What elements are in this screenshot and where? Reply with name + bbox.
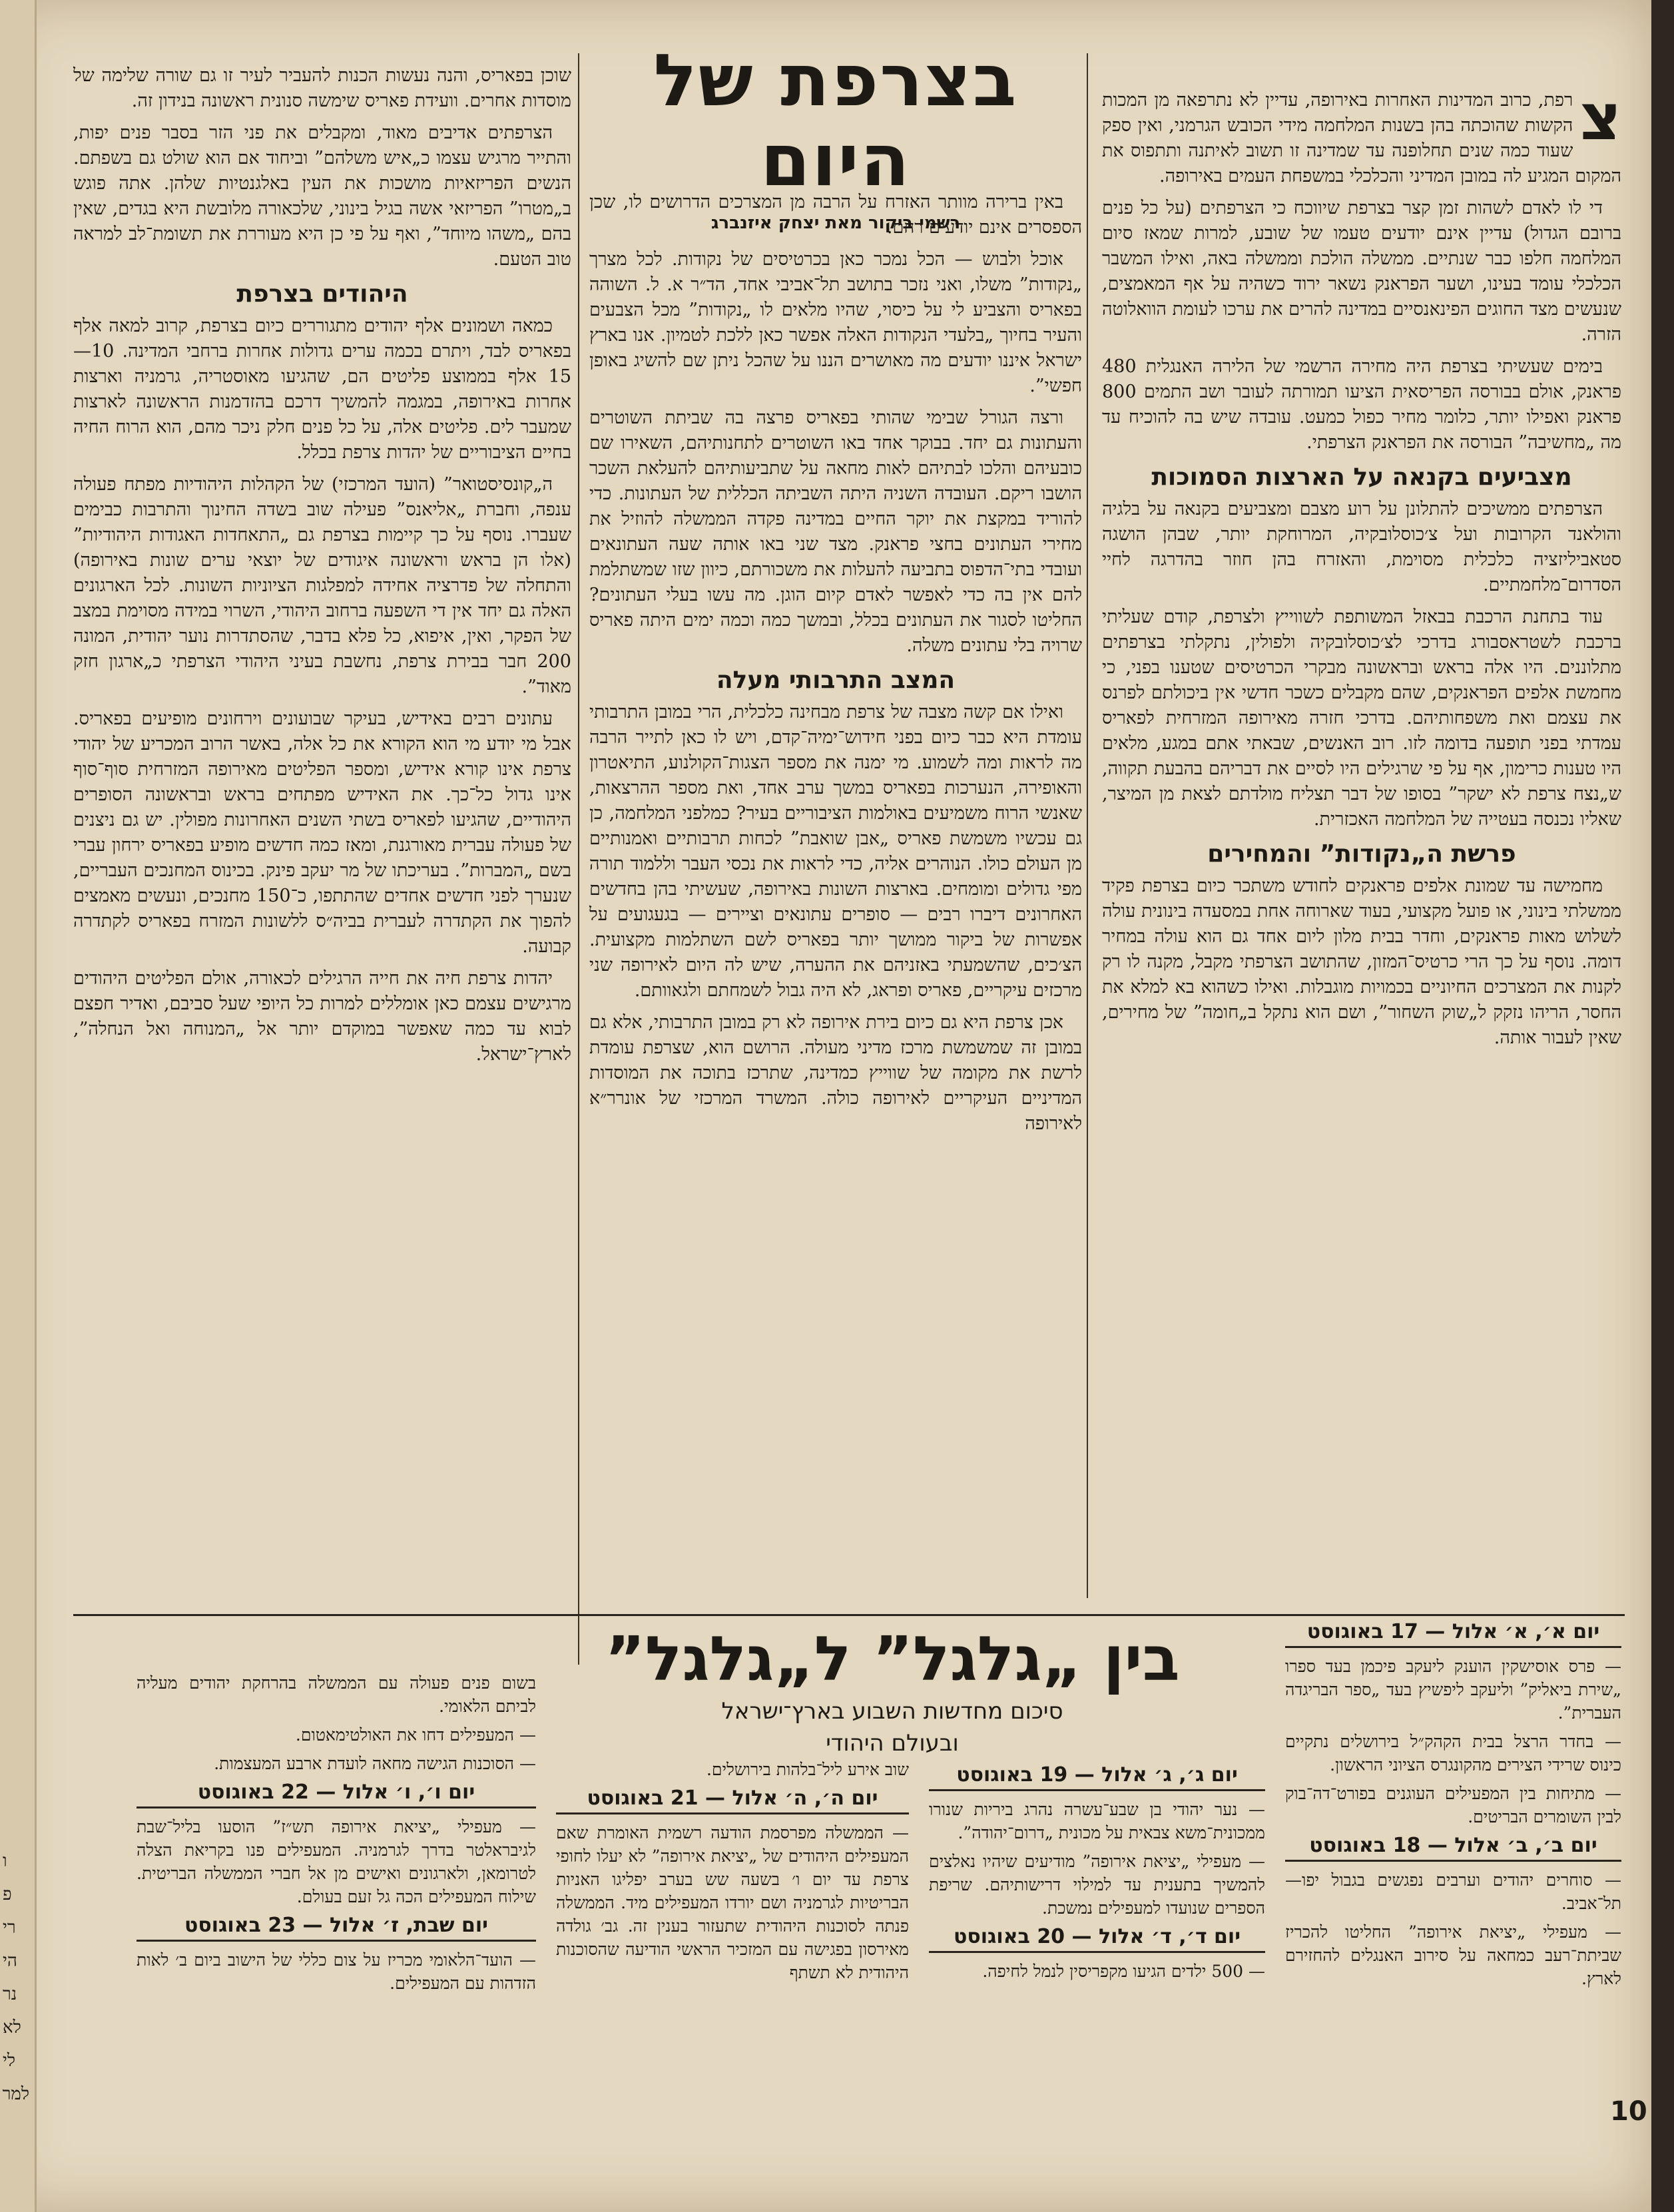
paragraph: בימים שעשיתי בצרפת היה מחירה הרשמי של הלירה האנגלית 480 פראנק, אולם בבורסה הפריסאית הציעו תמורתה לעובר ושב התמים 800 פראנק ואפילו יותר, כלומר מחיר כפול כמעט. עובדה שיש בה להוכיח עד מה „מחשיבה” הבורסה את הפראנק הצרפתי. [1102,356,1621,453]
news-item: — 500 ילדים הגיעו מקפריסין לנמל לחיפה. [982,1962,1265,1981]
page-number: 10 [1610,2096,1647,2127]
section-heading: היהודים בצרפת [236,280,408,308]
news-item: בשום פנים פעולה עם הממשלה בהרחקת יהודים מעליה לביתם הלאומי. [137,1673,536,1716]
news-item: — פרס אוסישקין הוענק ליעקב פיכמן בעד ספרו „שירת ביאליק” וליעקב ליפשיץ בעד „ספר הבריגדה העברית”. [1285,1657,1621,1723]
section-heading: המצב התרבותי מעלה [716,667,956,694]
news-item: — המעפילים דחו את האולטימאטום. [295,1725,536,1745]
news-item: — סוחרים יהודים וערבים נפגשים בגבול יפו—תל־אביב. [1285,1870,1621,1913]
date-heading: יום ג׳, ג׳ אלול — 19 באוגוסט [929,1763,1265,1791]
article-column-left [73,63,571,1661]
paragraph: ה„קונסיסטואר” (הועד המרכזי) של הקהלות היהודיות מפתח פעולה ענפה, וחברת „אליאנס” פעילה שוב בשדה החינוך והתרבות כבימים שעברו. נוסף על כך קיימות בצרפת גם „התאחדות האגודות היהודיות” (אלו הן בראש וראשונה איגודים של יוצאי ערים שונות באירופה) והתחלה של פדרציה אחידה למפלגות הציוניות השונות. לכל הארגונים האלה גם יחד אין די השפעה ברחוב היהודי, השרוי במידה מסוימת במצב של הפקר, ואין, איפוא, כל פלא בדבר, שהסתדרות נוער יהודית, המונה 200 חבר בבירת צרפת, נחשבת בעיני היהודי הצרפתי כ„ארגון חזק מאוד”. [73,474,571,697]
edge-fragment: לי [3,2051,15,2071]
paragraph: רפת, כרוב המדינות האחרות באירופה, עדיין לא נתרפאה מן המכות הקשות שהוכתה בהן בשנות המלחמה מידי הכובש הגרמני, ואין ספק שעוד כמה שנים תחלופנה עד שמדינה זו תשוב לאיתנה ותתפוס את המקום המגיע לה במובן המדיני והכלכלי במשפחת העמים באירופה. [1102,90,1621,186]
news-item: — הממשלה מפרסמת הודעה רשמית האומרת שאם המעפילים היהודים של „יציאת אירופה” לא יעלו לחופי צרפת עד יום ו׳ בשעה שש בערב יפליגו האניות הבריטיות לגרמניה ושם יורדו המעפילים מיד. הממשלה פנתה לסוכנות היהודית שתעזור בענין זה. גב׳ גולדה מאירסון בפגישה עם המזכיר הראשי הודיעה שהסוכנות היהודית לא תשתף [556,1823,909,1982]
date-heading: יום ב׳, ב׳ אלול — 18 באוגוסט [1285,1834,1621,1862]
edge-fragment: לא [3,2018,21,2038]
news-item: — מעפילי „יציאת אירופה תש״ז” הוסעו בליל־שבת לגיבראלטר בדרך לגרמניה. המעפילים פנו בקריאת הצלה לטרומאן, ולארגונים ואישים מן אל חברי הממשלה הבריטית. שילוח המעפילים הכה גל זעם בעולם. [137,1817,536,1906]
weekly-summary-subtitle: סיכום מחדשות השבוע בארץ־ישראל [721,1698,1063,1725]
weekly-summary-title: בין „גלגל” ל„גלגל” [605,1623,1180,1695]
paragraph: יהדות צרפת חיה את חייה הרגילים לכאורה, אולם הפליטים היהודים מרגישים עצמם כאן אומללים למרות כל היופי שעל סביבם, ואדיר חפצם לבוא עד כמה שאפשר במוקדם יותר אל „המנוחה ואל הנחלה”, לארץ־ישראל. [73,968,571,1065]
paragraph: שוכן בפאריס, והנה נעשות הכנות להעביר לעיר זו גם שורה שלימה של מוסדות אחרים. וועידת פאריס שימשה סנונית ראשונה בנידון זה. [73,65,571,111]
adjacent-page-edge [0,0,37,2212]
news-item: — מעפילי „יציאת אירופה” החליטו להכריז שביתת־רעב כמחאה על סירוב האנגלים להחזירם לארץ. [1285,1922,1621,1988]
news-item: — הועד־הלאומי מכריז על צום כללי של הישוב ביום ב׳ לאות הזדהות עם המעפילים. [137,1950,536,1993]
paragraph: ורצה הגורל שבימי שהותי בפאריס פרצה בה שביתת השוטרים והעתונות גם יחד. בבוקר אחד באו השוטרים לתחנותיהם, השאירו שם כובעיהם והלכו לבתיהם לאות מחאה על שתביעותיהם להעלאת השכר הושבו ריקם. העובדה השניה היתה השביתה הכללית של העתונות. כדי להוריד במקצת את יוקר החיים במדינה פקדה הממשלה להוזיל את מחירי העתונים בחצי פראנק. מצד שני באו אותה שעה העתונאים ועובדי בתי־הדפוס בתביעה להעלות את משכורתם, כיוון שזו שמשתלמת להם אין בה כדי לאפשר לאדם קיום הוגן. מה עשו בעלי העתונים? החליטו לסגור את העתונים בכלל, ובמשך כמה וכמה ימים היתה פאריס שרויה בלי עתונים משלה. [589,408,1082,656]
news-item: — בחדר הרצל בבית הקהק״ל בירושלים נתקיים כינוס שרידי הצירים מהקונגרס הציוני הראשון. [1285,1732,1621,1775]
paragraph: אכן צרפת היא גם כיום בירת אירופה לא רק במובן התרבותי, אלא גם במובן זה שמשמשת מרכז מדיני מעולה. הרושם הוא, שצרפת עומדת לרשת את מקומה של שווייץ כמדינה, שתרכז בתוכה את המוסדות המדיניים העיקריים לאירופה כולה. המשרד המרכזי של אונרר״א לאירופה [589,1012,1082,1134]
news-item: — הסוכנות הגישה מחאה לועדת ארבע המעצמות. [214,1754,536,1773]
section-heading: מצביעים בקנאה על הארצות הסמוכות [1151,463,1572,491]
date-heading: יום ד׳, ד׳ אלול — 20 באוגוסט [929,1925,1265,1953]
weekly-summary-header [573,1625,1212,1758]
date-heading: יום ה׳, ה׳ אלול — 21 באוגוסט [556,1787,909,1814]
edge-fragment: למר [2,2084,29,2104]
binding-shadow [1651,0,1674,2212]
date-heading: יום ו׳, ו׳ אלול — 22 באוגוסט [137,1781,536,1808]
paragraph: מחמישה עד שמונת אלפים פראנקים לחודש משתכר כיום בצרפת פקיד ממשלתי בינוני, או פועל מקצועי, בעוד שארוחה אחת במסעדה בינונית עולה לשלוש מאות פראנקים, וחדר בבית מלון ליום אחד גם הוא עולה במחיר דומה. נוסף על כך הרי כרטיס־המזון, שהתושב הצרפתי מקבל, מקנה לו רק לקנות את המצרכים החיוניים בכמויות מוגבלות. ואילו כשהוא בא למלא את החסר, הריהו נזקק ל„שוק השחור”, ושם הוא נתקל ב„חומה” של מחירים, שאין לעבור אותה. [1102,876,1621,1048]
paragraph: די לו לאדם לשהות זמן קצר בצרפת שיווכח כי הצרפתים (על כל פנים ברובם הגדול) עדיין אינם יודעים טעמו של שובע, למרות שמאז סיום המלחמה חלפו כבר שנתיים. ממשלה הולכת וממשלה באה, ואילו המשבר הכלכלי עומד בעינו, ושער הפראנק נשאר ירוד כשהיה על אף המאמצים, שנעשים מצד החוגים הפינאנסיים במדינה להרים את ערכו לעומת הוואלוטה הזרה. [1102,198,1621,345]
edge-fragment: ו [3,1851,7,1871]
news-column [1285,1615,1621,2094]
drop-cap: צ [1579,80,1621,154]
paragraph: עתונים רבים באידיש, בעיקר שבועונים וירחונים מופיעים בפאריס. אבל מי יודע מי הוא הקורא את כל אלה, באשר הרוב המכריע של יהודי צרפת אינו קורא אידיש, ומספר הפליטים מאירופה המזרחית סוף־סוף אינו גדול כל־כך. את האידיש מפתחים בראש ובראשונה הסופרים היהודיים, שהגיעו לפאריס בשתי השנים האחרונות מפולין. יש גם ניצנים של פעולה עברית מאורגנת, ומאז כמה חדשים מופיע בפאריס ירחון עברי בשם „המברות”. בעריכתו של מר יעקב פינק. בכינוס המחנכים העבריים, שנערך לפני חדשים אחדים שהתתפו, כ־150 מחנכים, ונעשים מאמצים להפוך את הקתדרה לעברית בביה״ס ללשונות המזרח בפאריס לקתדרה קבועה. [73,708,572,957]
section-heading: פרשת ה„נקודות” והמחירים [1207,840,1516,868]
article-column-middle [589,190,1082,1615]
news-item: — מתיחות בין המפעילים העוגנים בפורט־דה־בוק לבין השומרים הבריטים. [1285,1784,1621,1826]
news-item: — מעפילי „יציאת אירופה” מודיעים שיהיו נאלצים להמשיך בתענית עד למילוי דרישותיהם. שריפת הספרים שנועדו למעפילים נמשכת. [929,1852,1265,1918]
article-title: בצרפת של היום [653,39,1018,202]
article-column-right [1102,80,1621,1619]
paragraph: הצרפתים אדיבים מאוד, ומקבלים את פני הזר בסבר פנים יפות, והתייר מרגיש עצמו כ„איש משלהם” וביחוד אם הוא שולט גם בשפתם. הנשים הפריזאיות מושכות את העין באלגנטיות שלהן. אתה פוגש ב„מטרו” הפריזאי אשה בגיל בינוני, שלכאורה מלובשת היא בגדים, שאין בהם „משהו מיוחד”, ואף על פי כן היא מעוררת את תשומת־לב למראה טוב הטעם. [73,123,571,270]
date-heading: יום א׳, א׳ אלול — 17 באוגוסט [1285,1620,1621,1648]
edge-fragments [3,1844,29,2111]
news-item: — נער יהודי בן שבע־עשרה נהרג ביריות שנורו ממכונית־משא צבאית על מכונית „דרום־יהודה”. [929,1800,1265,1842]
column-rule [1087,53,1088,1598]
paragraph: ואילו אם קשה מצבה של צרפת מבחינה כלכלית, הרי במובן התרבותי עומדת היא כבר כיום בפני חידוש־ימיה־קדם, ויש לו כאן לתייר הרבה מה לראות ומה לשמוע. מי ימנה את מספר הצגות־הקולנוע, התיאטרון והאופירה, הנערכות בפאריס במשך ערב אחד, ואת מספר ההרצאות, שאנשי הרוח משמיעים באולמות הציבוריים בעיר? כמלפני המלחמה, כן גם עכשיו משמשת פאריס „אבן שואבת” לכחות תרבותיים ואמנותיים מן העולם כולו. הנוהרים אליה, כדי לראות את נכסי העבר וללמוד תורה מפי גדולים ומומחים. בארצות השונות באירופה, שעשיתי בהן בחדשים האחרונים דיברו רבים — סופרים עתונאים וציירים — בגעגועים על אפשרות של ביקור ממושך יותר בפאריס לשם השתלמות מקצועית. הצ׳כים, שהשמעתי באזניהם את ההערה, שיש לה היום לאירופה שני מרכזים עיקריים, פאריס ופראג, לא היה גבול לשמחתם ולגאוותם. [589,702,1082,1001]
paragraph: אוכל ולבוש — הכל נמכר כאן בכרטיסים של נקודות. לכל מצרך „נקודות” משלו, ואני נזכר בתושב תל־אביבי אחד, הד״ר א. ל. השוהה בפאריס והצביע לי על כיסוי, שהיו מלאים לו „נקודות” מכל הצבעים והעיר בחיוך „בלעדי הנקודות האלה אפשר כאן ללכת לטמיון. אנו בארץ ישראל איננו יודעים מה מאושרים הננו על שהכל ניתן שם להשיג באופן חפשי”. [589,249,1082,396]
edge-fragment: פ [3,1884,12,1904]
paragraph: כמאה ושמונים אלף יהודים מתגוררים כיום בצרפת, קרוב למאה אלף בפאריס לבד, ויתרם בכמה ערים גדולות אחרות ברחבי המדינה. 10—15 אלף בממוצע פליטים הם, שהגיעו מאוסטריה, גרמניה וארצות אחרות באירופה, במגמה להמשיך דרכם בהזדמנות הראשונה לארצות שמעבר לים. פליטים אלה, על כל פנים חלק ניכר מהם, הוא הרוח החיה בחיים הציבוריים של יהדות צרפת בכלל. [73,316,571,463]
article-byline: רשמי ביקור מאת יצחק איזנברג [710,213,961,233]
news-item: שוב אירע ליל־בלהות בירושלים. [706,1760,909,1779]
paragraph: עוד בתחנת הרכבת בבאזל המשותפת לשווייץ ולצרפת, קודם שעליתי ברכבת לשטראסבורג בדרכי לצ׳כוסלובקיה ולפולין, נתקלתי בצרפתים מתלוננים. היו אלה בראש ובראשונה מבקרי הכרטיסים שטענו בפני, כי מחמשת אלפים הפראנקים, שהם מקבלים כשכר חדשי אין ביכולתם לפרנס את עצמם ואת משפחותיהם. בדרכי חזרה מאירופה המזרחית לפאריס עמדתי בפני תופעה בדומה לזו. רוב האנשים, שבאתי אתם במגע, מלאים היו טענות כרימון, אף על פי שרגילים היו לסיים את דבריהם בהבעת תקווה, ש„נצח צרפת לא ישקר” בסופו של דבר תצליח מולדתם לצאת מן המיצר, שאליו נכנסה בעטייה של המלחמה האכזרית. [1102,607,1621,830]
edge-fragment: רי [3,1918,16,1938]
news-column [556,1758,909,2104]
date-heading: יום שבת, ז׳ אלול — 23 באוגוסט [137,1914,536,1942]
news-column [929,1758,1265,2104]
edge-fragment: הי [3,1951,17,1971]
edge-fragment: נר [3,1984,17,2004]
paragraph: הצרפתים ממשיכים להתלונן על רוע מצבם ומצביעים בקנאה על בלגיה והולאנד הקרובות ועל צ׳כוסלובקיה, המרוחקת יותר, שבהן הושגה סטאביליזציה כלכלית מסוימת, והאזרח בהן חוזר בהדרגה לחיי הסדרום־מלחמתיים. [1102,499,1621,595]
news-column [137,1671,536,2137]
paragraph: באין ברירה מוותר האזרח על הרבה מן המצרכים הדרושים לו, שכן הספסרים אינם יודעים רחם. [589,192,1082,238]
weekly-summary-subtitle: ובעולם היהודי [826,1730,959,1757]
column-rule [578,53,579,1665]
